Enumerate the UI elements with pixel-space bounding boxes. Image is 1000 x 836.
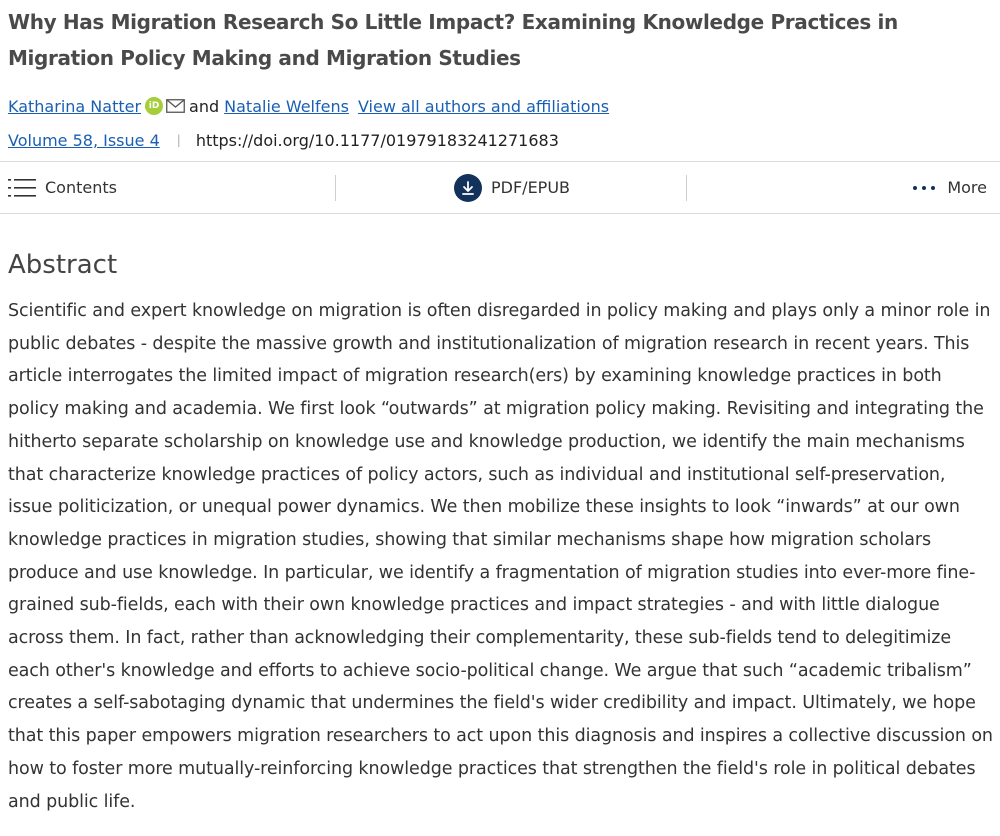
author-link-natter[interactable]: Katharina Natter bbox=[8, 96, 142, 116]
citation-line bbox=[8, 128, 559, 152]
doi-text: https://doi.org/10.1177/01979183241271683 bbox=[195, 130, 559, 150]
toolbar-divider bbox=[686, 175, 687, 201]
contents-label: Contents bbox=[45, 178, 117, 197]
orcid-icon[interactable]: iD bbox=[145, 97, 163, 115]
abstract-text: Scientific and expert knowledge on migration is often disregarded in policy making and plays only a minor role in public debates - despite the massive growth and institutionalization of migration research in recent years. This article interrogates the limited impact of migration research(ers) by examining knowledge practices in both policy making and academia. We first look “outwards” at migration policy making. Revisiting and integrating the hitherto separate scholarship on knowledge use and knowledge production, we identify the main mechanisms that characterize knowledge practices of policy actors, such as individual and institutional self-preservation, issue politicization, or unequal power dynamics. We then mobilize these insights to look “inwards” at our own knowledge practices in migration studies, showing that similar mechanisms shape how migration scholars produce and use knowledge. In particular, we identify a fragmentation of migration studies into ever-more fine-grained sub-fields, each with their own knowledge practices and impact strategies - and with little dialogue across them. In fact, rather than acknowledging their complementarity, these sub-fields tend to delegitimize each other's knowledge and efforts to achieve socio-political change. We argue that such “academic tribalism” creates a self-sabotaging dynamic that undermines the field's wider credibility and impact. Ultimately, we hope that this paper empowers migration researchers to act upon this diagnosis and inspires a collective discussion on how to foster more mutually-reinforcing knowledge practices that strengthen the field's role in political debates and public life. bbox=[8, 301, 993, 812]
author-line bbox=[8, 94, 609, 118]
article-title: Why Has Migration Research So Little Impact? Examining Knowledge Practices in Migration Policy Making and Migration Studies bbox=[8, 10, 898, 70]
article-toolbar bbox=[0, 161, 1000, 214]
download-icon bbox=[454, 174, 482, 202]
citation-separator: | bbox=[176, 133, 181, 147]
view-all-authors-link[interactable]: View all authors and affiliations bbox=[357, 96, 610, 116]
more-button[interactable] bbox=[913, 162, 987, 213]
volume-issue-link[interactable]: Volume 58, Issue 4 bbox=[8, 130, 160, 150]
pdf-epub-button[interactable] bbox=[454, 162, 570, 213]
author-conjunction: and bbox=[189, 96, 220, 116]
contents-menu-icon bbox=[8, 177, 36, 199]
author-link-welfens[interactable]: Natalie Welfens bbox=[224, 96, 349, 116]
more-label: More bbox=[947, 178, 987, 197]
more-dots-icon bbox=[913, 186, 935, 190]
pdf-epub-label: PDF/EPUB bbox=[491, 178, 571, 197]
contents-button[interactable] bbox=[8, 162, 117, 213]
abstract-heading: Abstract bbox=[8, 250, 118, 280]
toolbar-divider bbox=[335, 175, 336, 201]
mail-icon[interactable] bbox=[166, 99, 185, 113]
